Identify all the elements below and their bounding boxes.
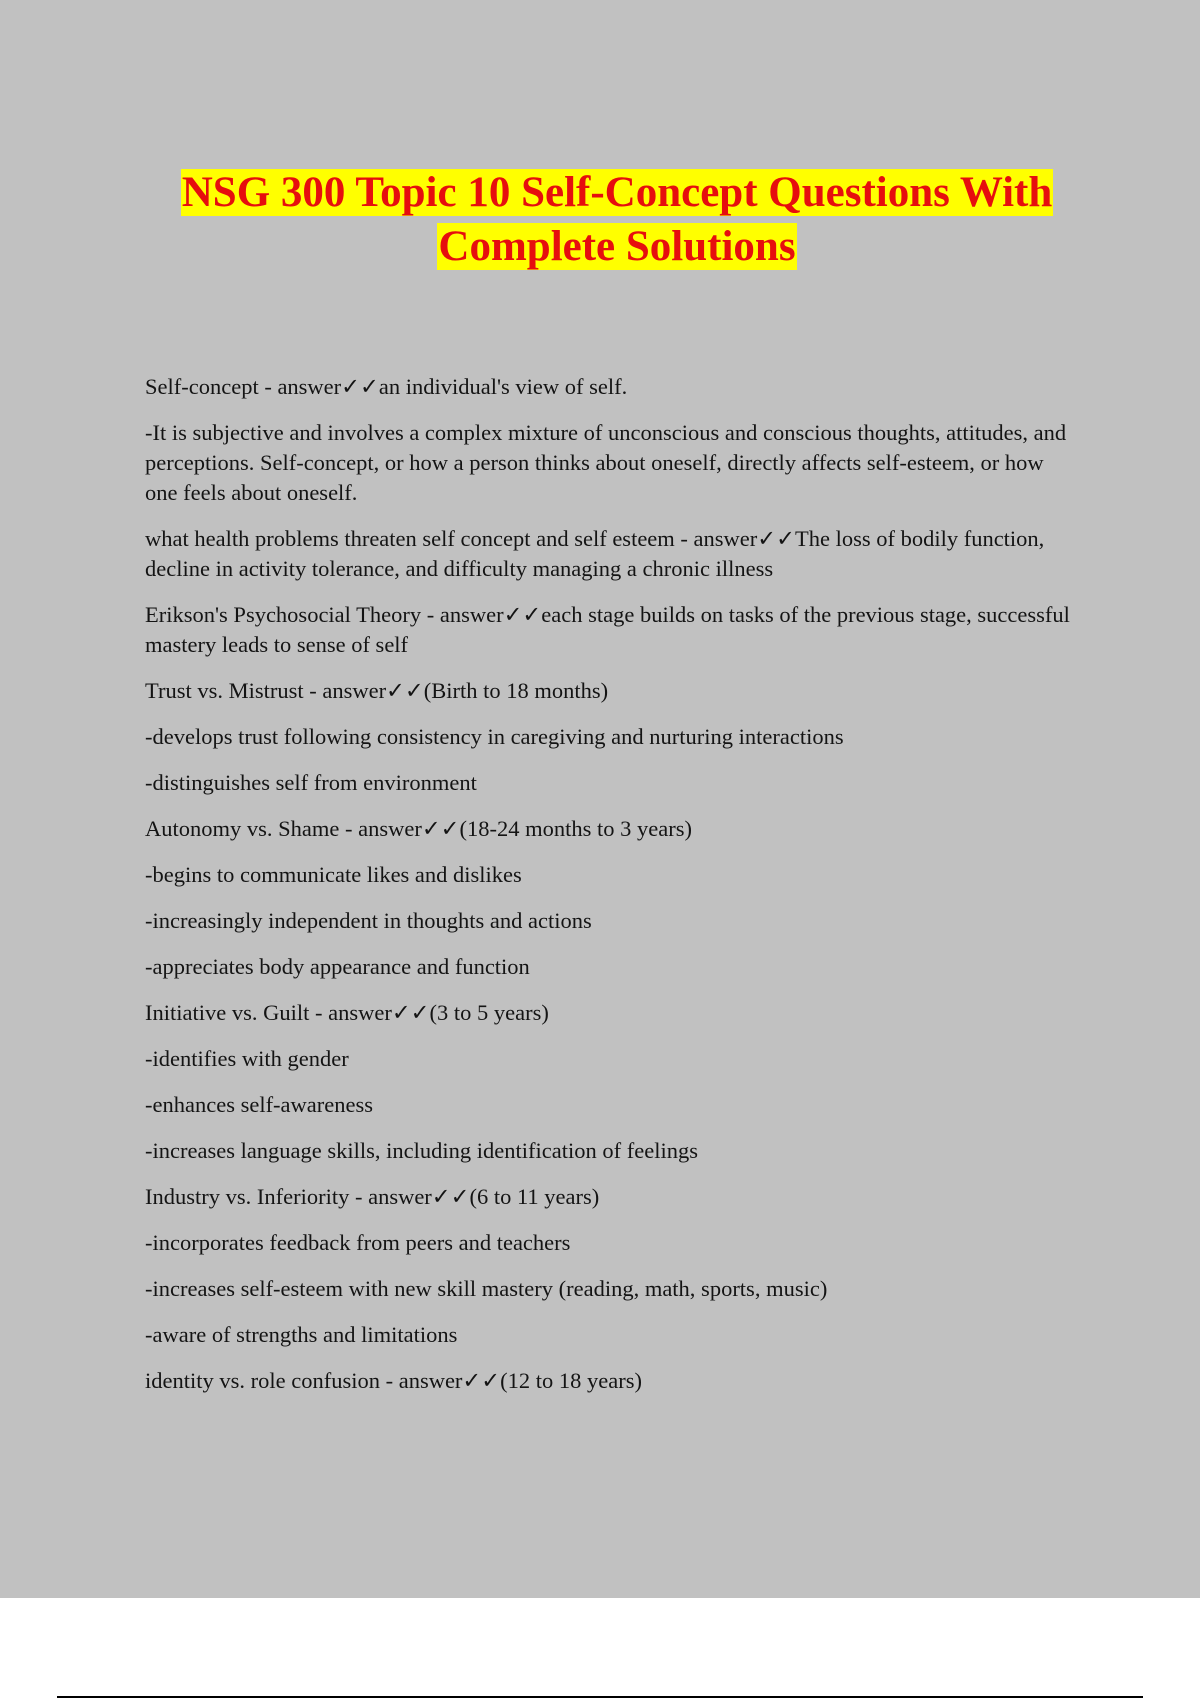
title-line-1: NSG 300 Topic 10 Self-Concept Questions With (181, 169, 1053, 216)
paragraph: -appreciates body appearance and function (145, 954, 530, 979)
paragraph: -begins to communicate likes and dislikes (145, 862, 522, 887)
paragraph: -enhances self-awareness (145, 1092, 373, 1117)
document-body (145, 372, 1080, 1412)
paragraph: -identifies with gender (145, 1046, 349, 1071)
bottom-divider (57, 1696, 1143, 1698)
paragraph: -aware of strengths and limitations (145, 1322, 458, 1347)
paragraph: -incorporates feedback from peers and teachers (145, 1230, 571, 1255)
paragraph: Self-concept - answer✓✓an individual's view of self. (145, 374, 628, 399)
paragraph: Autonomy vs. Shame - answer✓✓(18-24 months to 3 years) (145, 816, 692, 841)
paragraph: -It is subjective and involves a complex mixture of unconscious and conscious thoughts, attitudes, and perceptions. Self-concept, or how a person thinks about oneself, directly affects self-esteem, or how one feels about oneself. (145, 420, 1067, 505)
paragraph: Erikson's Psychosocial Theory - answer✓✓each stage builds on tasks of the previous stage, successful mastery leads to sense of self (145, 602, 1070, 657)
title-line-2: Complete Solutions (438, 223, 796, 270)
paragraph: Initiative vs. Guilt - answer✓✓(3 to 5 years) (145, 1000, 549, 1025)
paragraph: -develops trust following consistency in caregiving and nurturing interactions (145, 724, 844, 749)
paragraph: identity vs. role confusion - answer✓✓(12 to 18 years) (145, 1368, 642, 1393)
paragraph: Trust vs. Mistrust - answer✓✓(Birth to 18 months) (145, 678, 609, 703)
paragraph: -increases language skills, including identification of feelings (145, 1138, 698, 1163)
paragraph: what health problems threaten self concept and self esteem - answer✓✓The loss of bodily function, decline in activity tolerance, and difficulty managing a chronic illness (145, 526, 1045, 581)
paragraph: -distinguishes self from environment (145, 770, 477, 795)
document-title (100, 166, 1134, 274)
paragraph: -increasingly independent in thoughts and actions (145, 908, 592, 933)
paragraph: Industry vs. Inferiority - answer✓✓(6 to 11 years) (145, 1184, 600, 1209)
paragraph: -increases self-esteem with new skill mastery (reading, math, sports, music) (145, 1276, 828, 1301)
